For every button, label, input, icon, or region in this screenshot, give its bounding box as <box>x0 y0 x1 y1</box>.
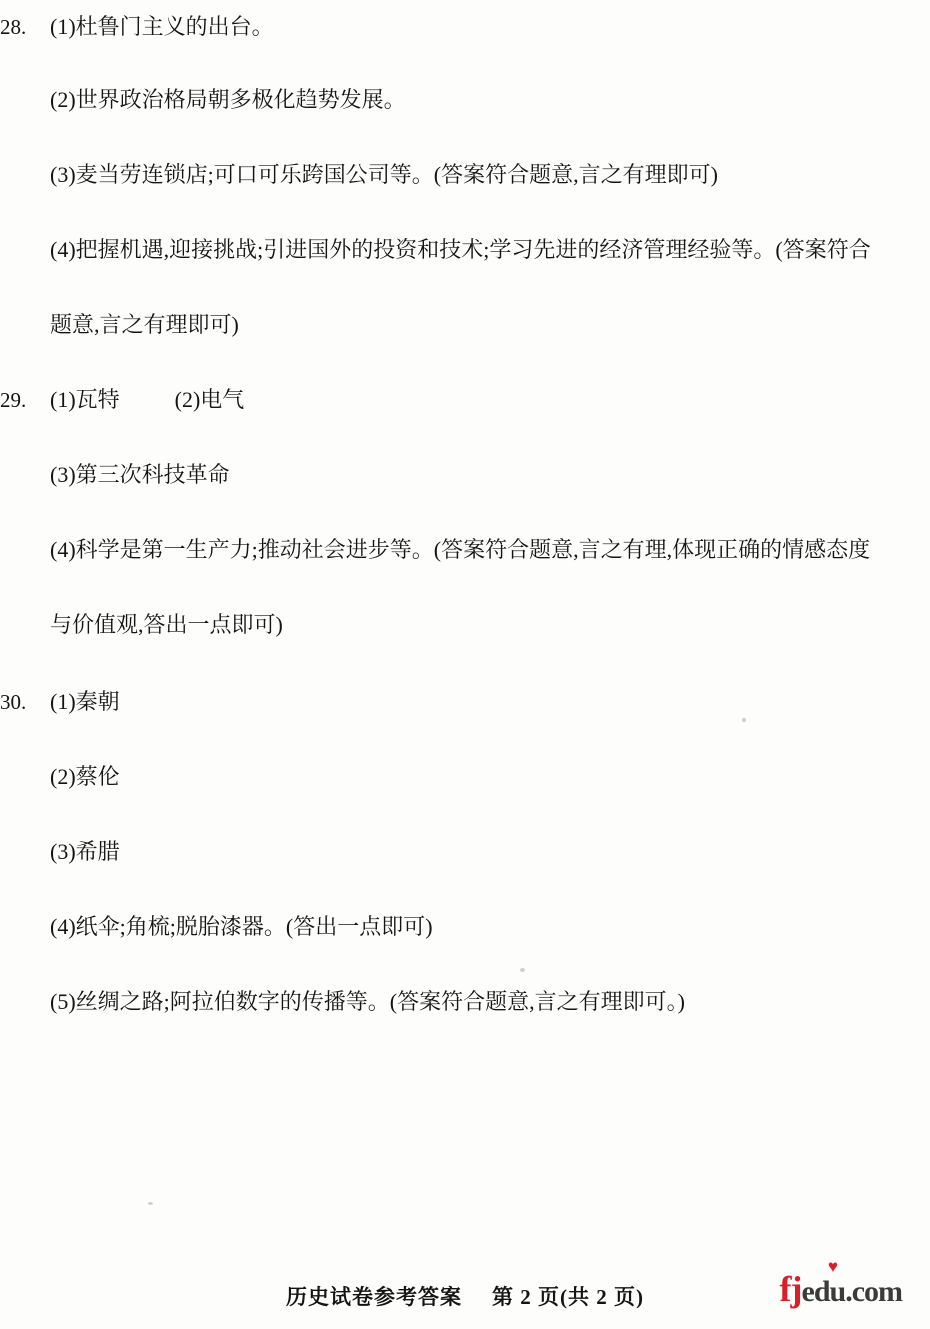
answer-line <box>0 458 930 489</box>
answer-line <box>0 10 930 41</box>
answer-line <box>0 910 930 941</box>
fjedu-logo <box>780 1271 902 1307</box>
question-number: 30. <box>0 690 27 714</box>
answer-text: (4)科学是第一生产力;推动社会进步等。(答案符合题意,言之有理,体现正确的情感态度 <box>50 537 871 562</box>
answer-text: (2)蔡伦 <box>50 764 120 789</box>
answer-line <box>0 158 930 189</box>
answer-block-30 <box>0 685 930 1016</box>
answer-text: (3)希腊 <box>50 839 120 864</box>
answer-line <box>0 308 930 339</box>
answer-text: (1)瓦特 (2)电气 <box>50 387 245 412</box>
answer-text: (3)麦当劳连锁店;可口可乐跨国公司等。(答案符合题意,言之有理即可) <box>50 162 718 187</box>
answer-text: (1)杜鲁门主义的出台。 <box>50 14 274 39</box>
footer-page-label: 第 2 页(共 2 页) <box>492 1285 644 1309</box>
answer-line <box>0 835 930 866</box>
answer-text: (3)第三次科技革命 <box>50 462 230 487</box>
answer-line <box>0 760 930 791</box>
logo-text-edu: edu <box>801 1275 846 1308</box>
heart-icon: ♥ <box>827 1257 838 1276</box>
question-number: 29. <box>0 388 27 412</box>
answer-text: 与价值观,答出一点即可) <box>50 612 283 637</box>
logo-text-com: .com <box>845 1275 902 1308</box>
answer-line <box>0 383 930 414</box>
scan-speck <box>148 1202 153 1205</box>
answer-text: (5)丝绸之路;阿拉伯数字的传播等。(答案符合题意,言之有理即可。) <box>50 989 685 1014</box>
question-number: 28. <box>0 15 27 39</box>
answer-line <box>0 985 930 1016</box>
answer-line <box>0 83 930 114</box>
answer-text: 题意,言之有理即可) <box>50 312 239 337</box>
answer-text: (4)把握机遇,迎接挑战;引进国外的投资和技术;学习先进的经济管理经验等。(答案符合 <box>50 237 871 262</box>
answer-block-28 <box>0 0 930 339</box>
answer-line <box>0 685 930 716</box>
answer-line <box>0 533 930 564</box>
logo-text-fj: fj <box>779 1269 802 1309</box>
footer-title: 历史试卷参考答案 <box>286 1285 462 1309</box>
answer-text: (1)秦朝 <box>50 689 120 714</box>
answer-line <box>0 233 930 264</box>
answer-block-29 <box>0 383 930 639</box>
answer-line <box>0 608 930 639</box>
answer-text: (4)纸伞;角梳;脱胎漆器。(答出一点即可) <box>50 914 433 939</box>
answer-text: (2)世界政治格局朝多极化趋势发展。 <box>50 87 406 112</box>
